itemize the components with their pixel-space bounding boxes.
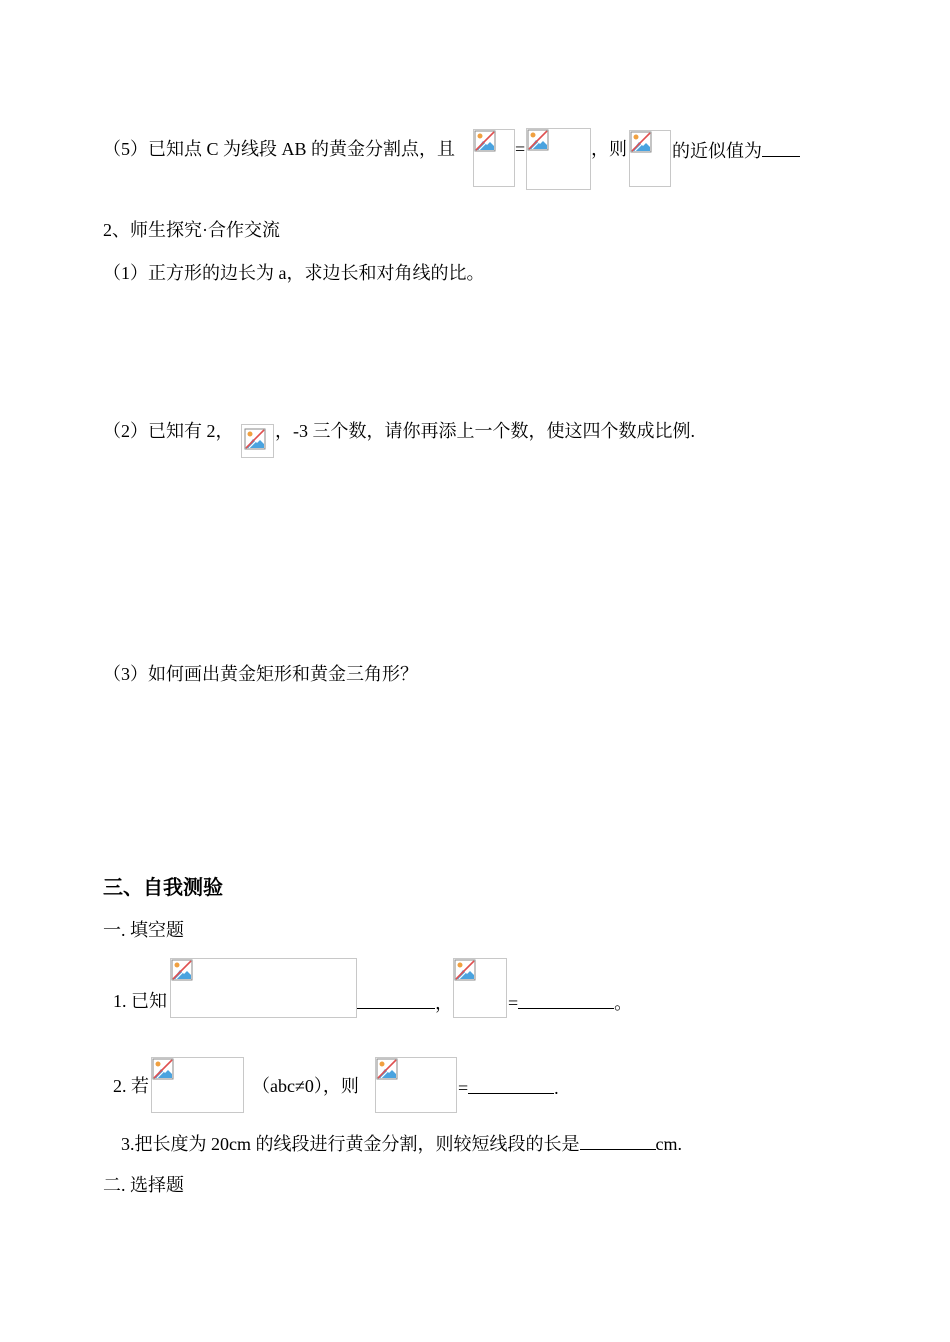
problem-3: （3）如何画出黄金矩形和黄金三角形？	[103, 664, 418, 684]
broken-image-icon	[171, 959, 193, 981]
problem-2-suffix: ，-3 三个数，请你再添上一个数，使这四个数成比例.	[275, 421, 695, 441]
q5-text-prefix: （5）已知点 C 为线段 AB 的黄金分割点，且	[103, 139, 456, 159]
answer-blank	[762, 138, 800, 157]
broken-image-icon	[630, 131, 652, 153]
fill-q2-mid: （abc≠0），则	[252, 1076, 359, 1096]
fill-q2-prefix: 2. 若	[113, 1076, 149, 1096]
q5-equals: =	[515, 139, 526, 159]
broken-image-icon	[527, 129, 549, 151]
fill-q3: 3.把长度为 20cm 的线段进行黄金分割，则较短线段的长是 cm.	[121, 1131, 682, 1155]
formula-image-8	[375, 1057, 457, 1113]
q5-comma-then: ，则	[591, 139, 627, 159]
fill-q2-answer: = .	[458, 1075, 559, 1099]
formula-image-6	[453, 958, 507, 1018]
formula-image-7	[151, 1057, 244, 1113]
broken-image-icon	[454, 959, 476, 981]
broken-image-icon	[474, 130, 496, 152]
formula-image-1	[473, 129, 515, 187]
fill-q1-prefix: 1. 已知	[113, 991, 167, 1011]
broken-image-icon	[376, 1058, 398, 1080]
choice-title: 二. 选择题	[103, 1175, 184, 1195]
fill-in-title: 一. 填空题	[103, 920, 184, 940]
broken-image-icon	[244, 428, 266, 450]
section-2-title: 2、师生探究·合作交流	[103, 220, 280, 240]
fill-q1-blank-1: ，	[357, 990, 453, 1014]
formula-image-4	[241, 424, 274, 458]
problem-2-prefix: （2）已知有 2，	[103, 421, 234, 441]
fill-q1-answer: = 。	[508, 990, 632, 1014]
q5-text-suffix: 的近似值为	[672, 138, 800, 162]
formula-image-3	[629, 130, 671, 187]
broken-image-icon	[152, 1058, 174, 1080]
section-3-title: 三、自我测验	[103, 877, 223, 899]
problem-1: （1）正方形的边长为 a，求边长和对角线的比。	[103, 263, 485, 283]
answer-blank	[580, 1131, 656, 1150]
formula-image-2	[526, 128, 591, 190]
formula-image-5	[170, 958, 357, 1018]
